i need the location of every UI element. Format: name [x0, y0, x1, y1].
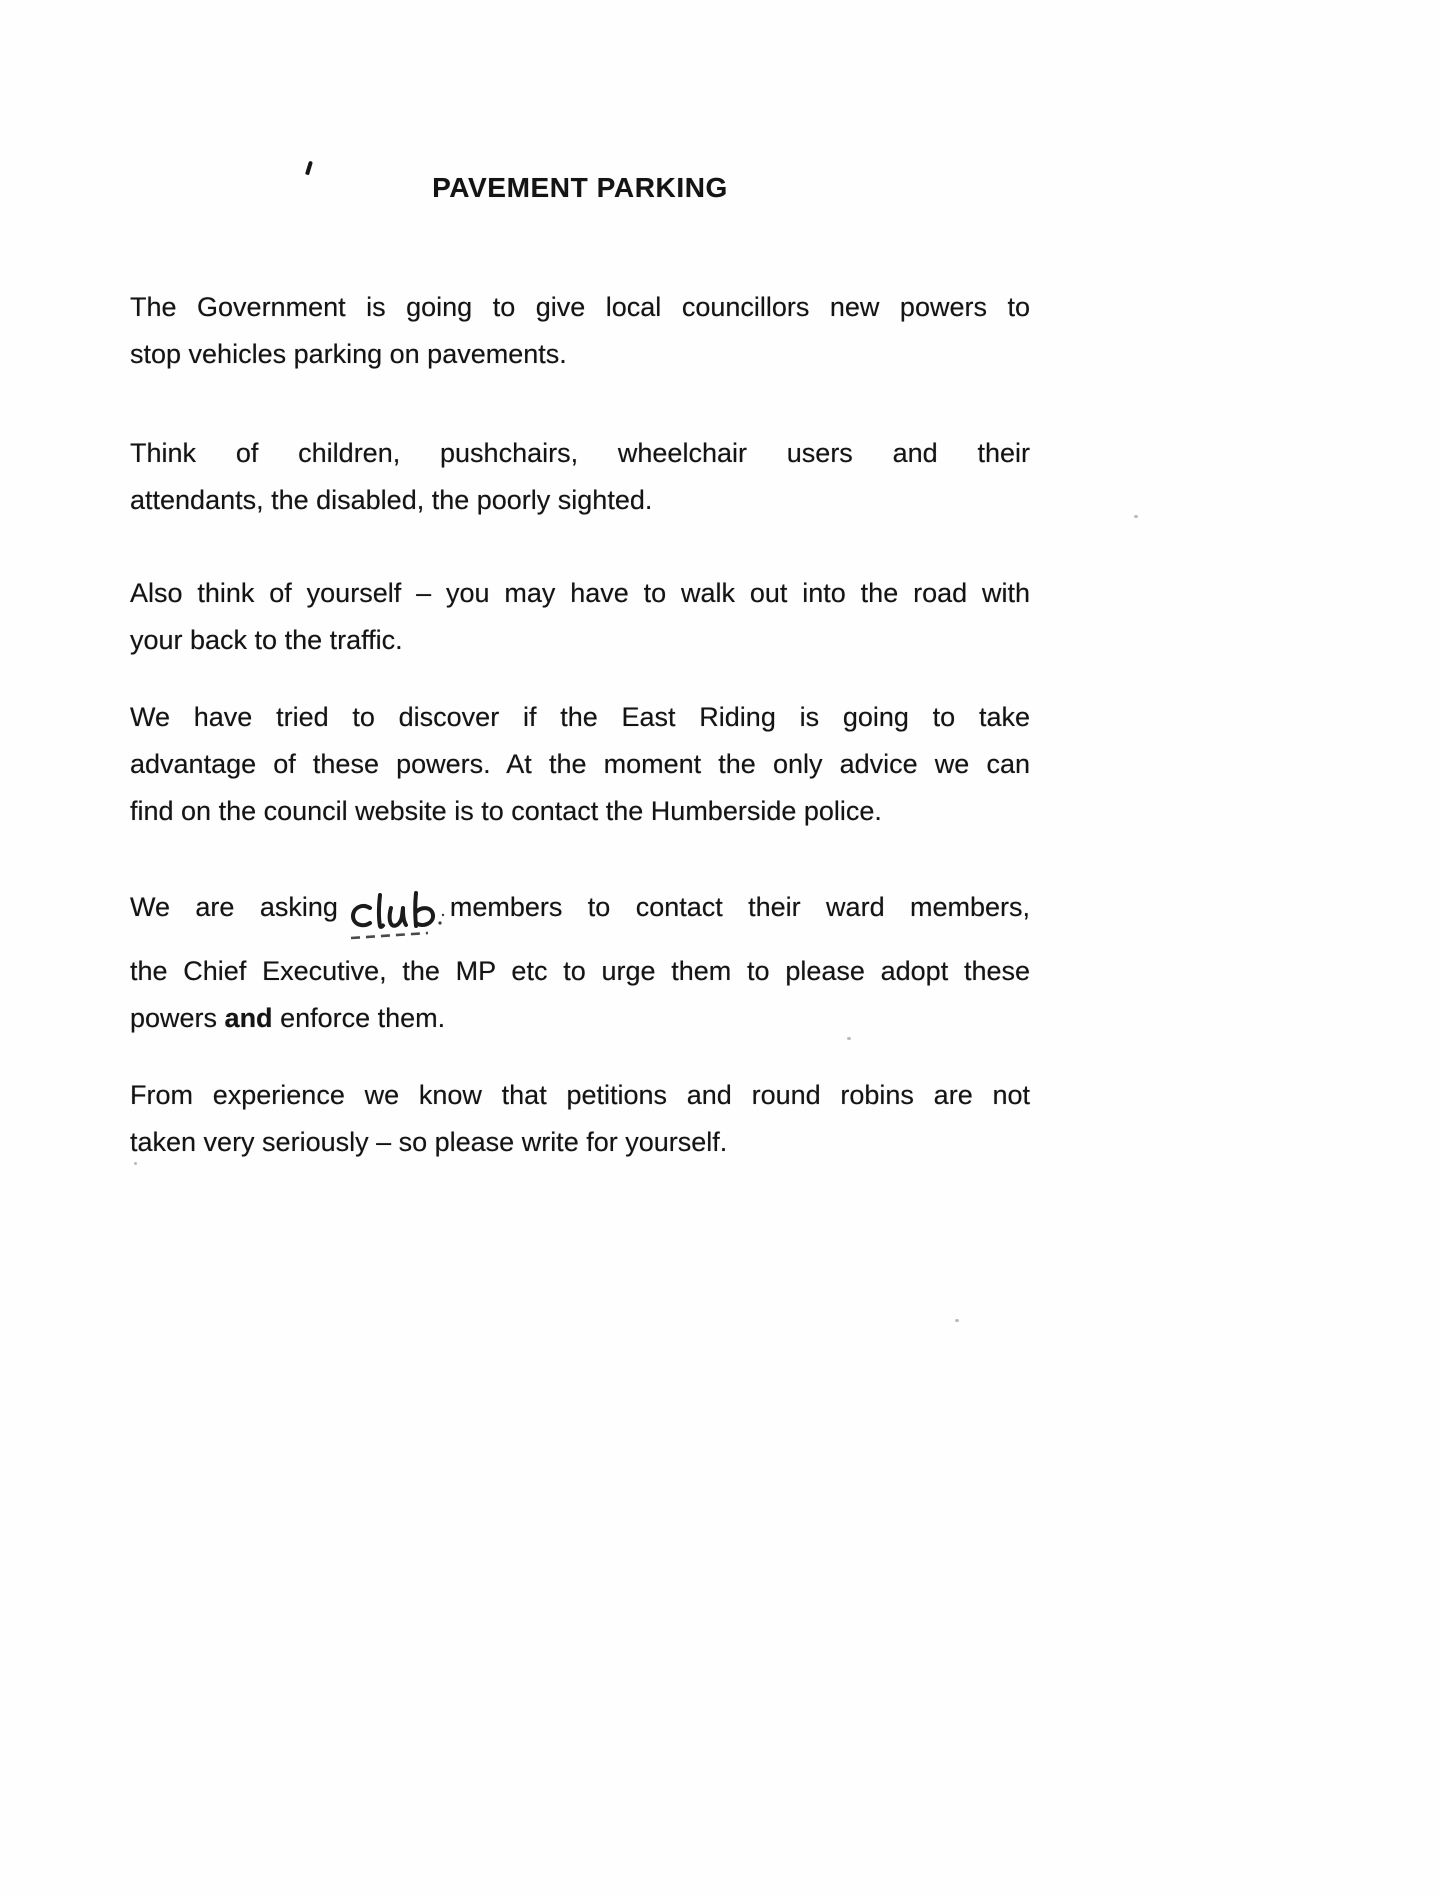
paragraph-asking-members: [130, 884, 1030, 1042]
text-line: attendants, the disabled, the poorly sighted.: [130, 485, 653, 515]
text-line: The Government is going to give local councillors new powers to: [130, 292, 1030, 322]
paragraph-think-of-yourself: [130, 570, 1030, 664]
paragraph-think-of-children: [130, 430, 1030, 524]
document-title: PAVEMENT PARKING: [432, 172, 728, 203]
text-span: We are asking: [130, 892, 338, 922]
paragraph-east-riding: [130, 694, 1030, 835]
dashed-underline: [351, 933, 428, 938]
handwritten-club-word: [346, 886, 446, 948]
text-line: We have tried to discover if the East Riding is going to take: [130, 702, 1030, 732]
text-line: From experience we know that petitions and round robins are not: [130, 1080, 1030, 1110]
text-span: enforce them.: [272, 1003, 446, 1033]
text-line-with-handwriting: [130, 884, 1030, 948]
handwriting-strokes: [346, 886, 446, 948]
text-span: members to contact their ward members,: [449, 892, 1030, 922]
text-line: stop vehicles parking on pavements.: [130, 339, 567, 369]
text-line: [130, 995, 1030, 1042]
text-line: Think of children, pushchairs, wheelchair users and their: [130, 438, 1030, 468]
bold-and-text: and: [224, 1003, 273, 1033]
scan-speck: [847, 1037, 851, 1040]
scan-speck: [955, 1319, 959, 1322]
text-line: your back to the traffic.: [130, 625, 403, 655]
text-line: taken very seriously – so please write for yourself.: [130, 1127, 728, 1157]
text-line: the Chief Executive, the MP etc to urge them to please adopt these: [130, 956, 1030, 986]
text-line: advantage of these powers. At the moment the only advice we can: [130, 749, 1030, 779]
paragraph-petitions: [130, 1072, 1030, 1166]
text-line: Also think of yourself – you may have to walk out into the road with: [130, 578, 1030, 608]
text-line: find on the council website is to contact the Humberside police.: [130, 796, 882, 826]
text-span: powers: [130, 1003, 225, 1033]
paragraph-government-powers: [130, 284, 1030, 378]
scan-speck: [134, 1162, 137, 1165]
scan-speck: [1134, 515, 1138, 518]
